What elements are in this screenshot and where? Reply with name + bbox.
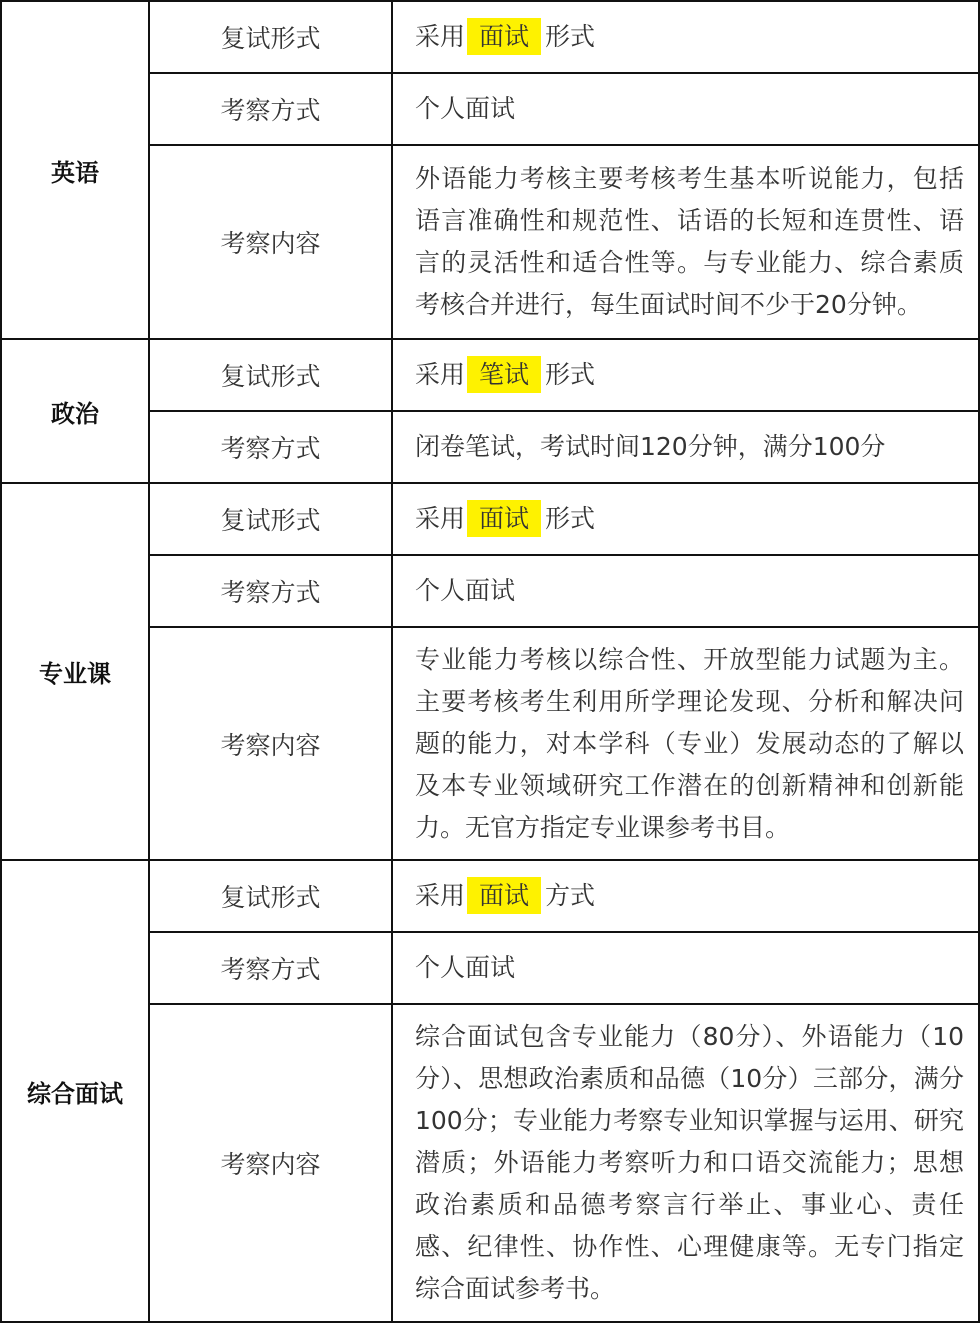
format-suffix: 形式 [545, 22, 596, 51]
table-row [1, 860, 979, 932]
format-suffix: 方式 [545, 881, 596, 910]
content-cell [392, 145, 979, 339]
content-cell [392, 1004, 979, 1322]
table-row [1, 339, 979, 411]
item-label: 复试形式 [149, 483, 392, 555]
highlighted-format: 笔试 [467, 356, 541, 393]
subject-cell-major: 专业课 [1, 483, 149, 860]
item-label: 复试形式 [149, 339, 392, 411]
item-label: 考察方式 [149, 411, 392, 483]
item-label: 考察内容 [149, 145, 392, 339]
format-cell [392, 483, 979, 555]
table-row [1, 483, 979, 555]
item-label: 考察方式 [149, 555, 392, 627]
content-text: 外语能力考核主要考核考生基本听说能力，包括语言准确性和规范性、话语的长短和连贯性、语言的灵活性和适合性等。与专业能力、综合素质考核合并进行，每生面试时间不少于20分钟。 [415, 164, 964, 319]
item-label: 考察内容 [149, 627, 392, 860]
format-prefix: 采用 [415, 504, 466, 533]
highlighted-format: 面试 [467, 877, 541, 914]
content-text: 综合面试包含专业能力（80分）、外语能力（10分）、思想政治素质和品德（10分）三部分，满分100分；专业能力考察专业知识掌握与运用、研究潜质；外语能力考察听力和口语交流能力；思想政治素质和品德考察言行举止、事业心、责任感、纪律性、协作性、心理健康等。无专门指定综合面试参考书。 [415, 1022, 964, 1303]
subject-cell-comprehensive: 综合面试 [1, 860, 149, 1322]
item-label: 考察方式 [149, 73, 392, 145]
item-label: 复试形式 [149, 1, 392, 73]
content-cell [392, 627, 979, 860]
format-prefix: 采用 [415, 881, 466, 910]
method-cell: 个人面试 [392, 73, 979, 145]
format-prefix: 采用 [415, 22, 466, 51]
highlighted-format: 面试 [467, 500, 541, 537]
content-text: 专业能力考核以综合性、开放型能力试题为主。主要考核考生利用所学理论发现、分析和解决问题的能力，对本学科（专业）发展动态的了解以及本专业领域研究工作潜在的创新精神和创新能力。无官方指定专业课参考书目。 [415, 644, 964, 842]
item-label: 复试形式 [149, 860, 392, 932]
format-suffix: 形式 [545, 504, 596, 533]
method-cell: 个人面试 [392, 555, 979, 627]
item-label: 考察内容 [149, 1004, 392, 1322]
subject-cell-english: 英语 [1, 1, 149, 339]
subject-cell-politics: 政治 [1, 339, 149, 483]
highlighted-format: 面试 [467, 18, 541, 55]
format-cell [392, 860, 979, 932]
item-label: 考察方式 [149, 932, 392, 1004]
format-suffix: 形式 [545, 360, 596, 389]
method-cell: 闭卷笔试，考试时间120分钟，满分100分 [392, 411, 979, 483]
table-row [1, 1, 979, 73]
method-cell: 个人面试 [392, 932, 979, 1004]
format-cell [392, 339, 979, 411]
format-prefix: 采用 [415, 360, 466, 389]
format-cell [392, 1, 979, 73]
